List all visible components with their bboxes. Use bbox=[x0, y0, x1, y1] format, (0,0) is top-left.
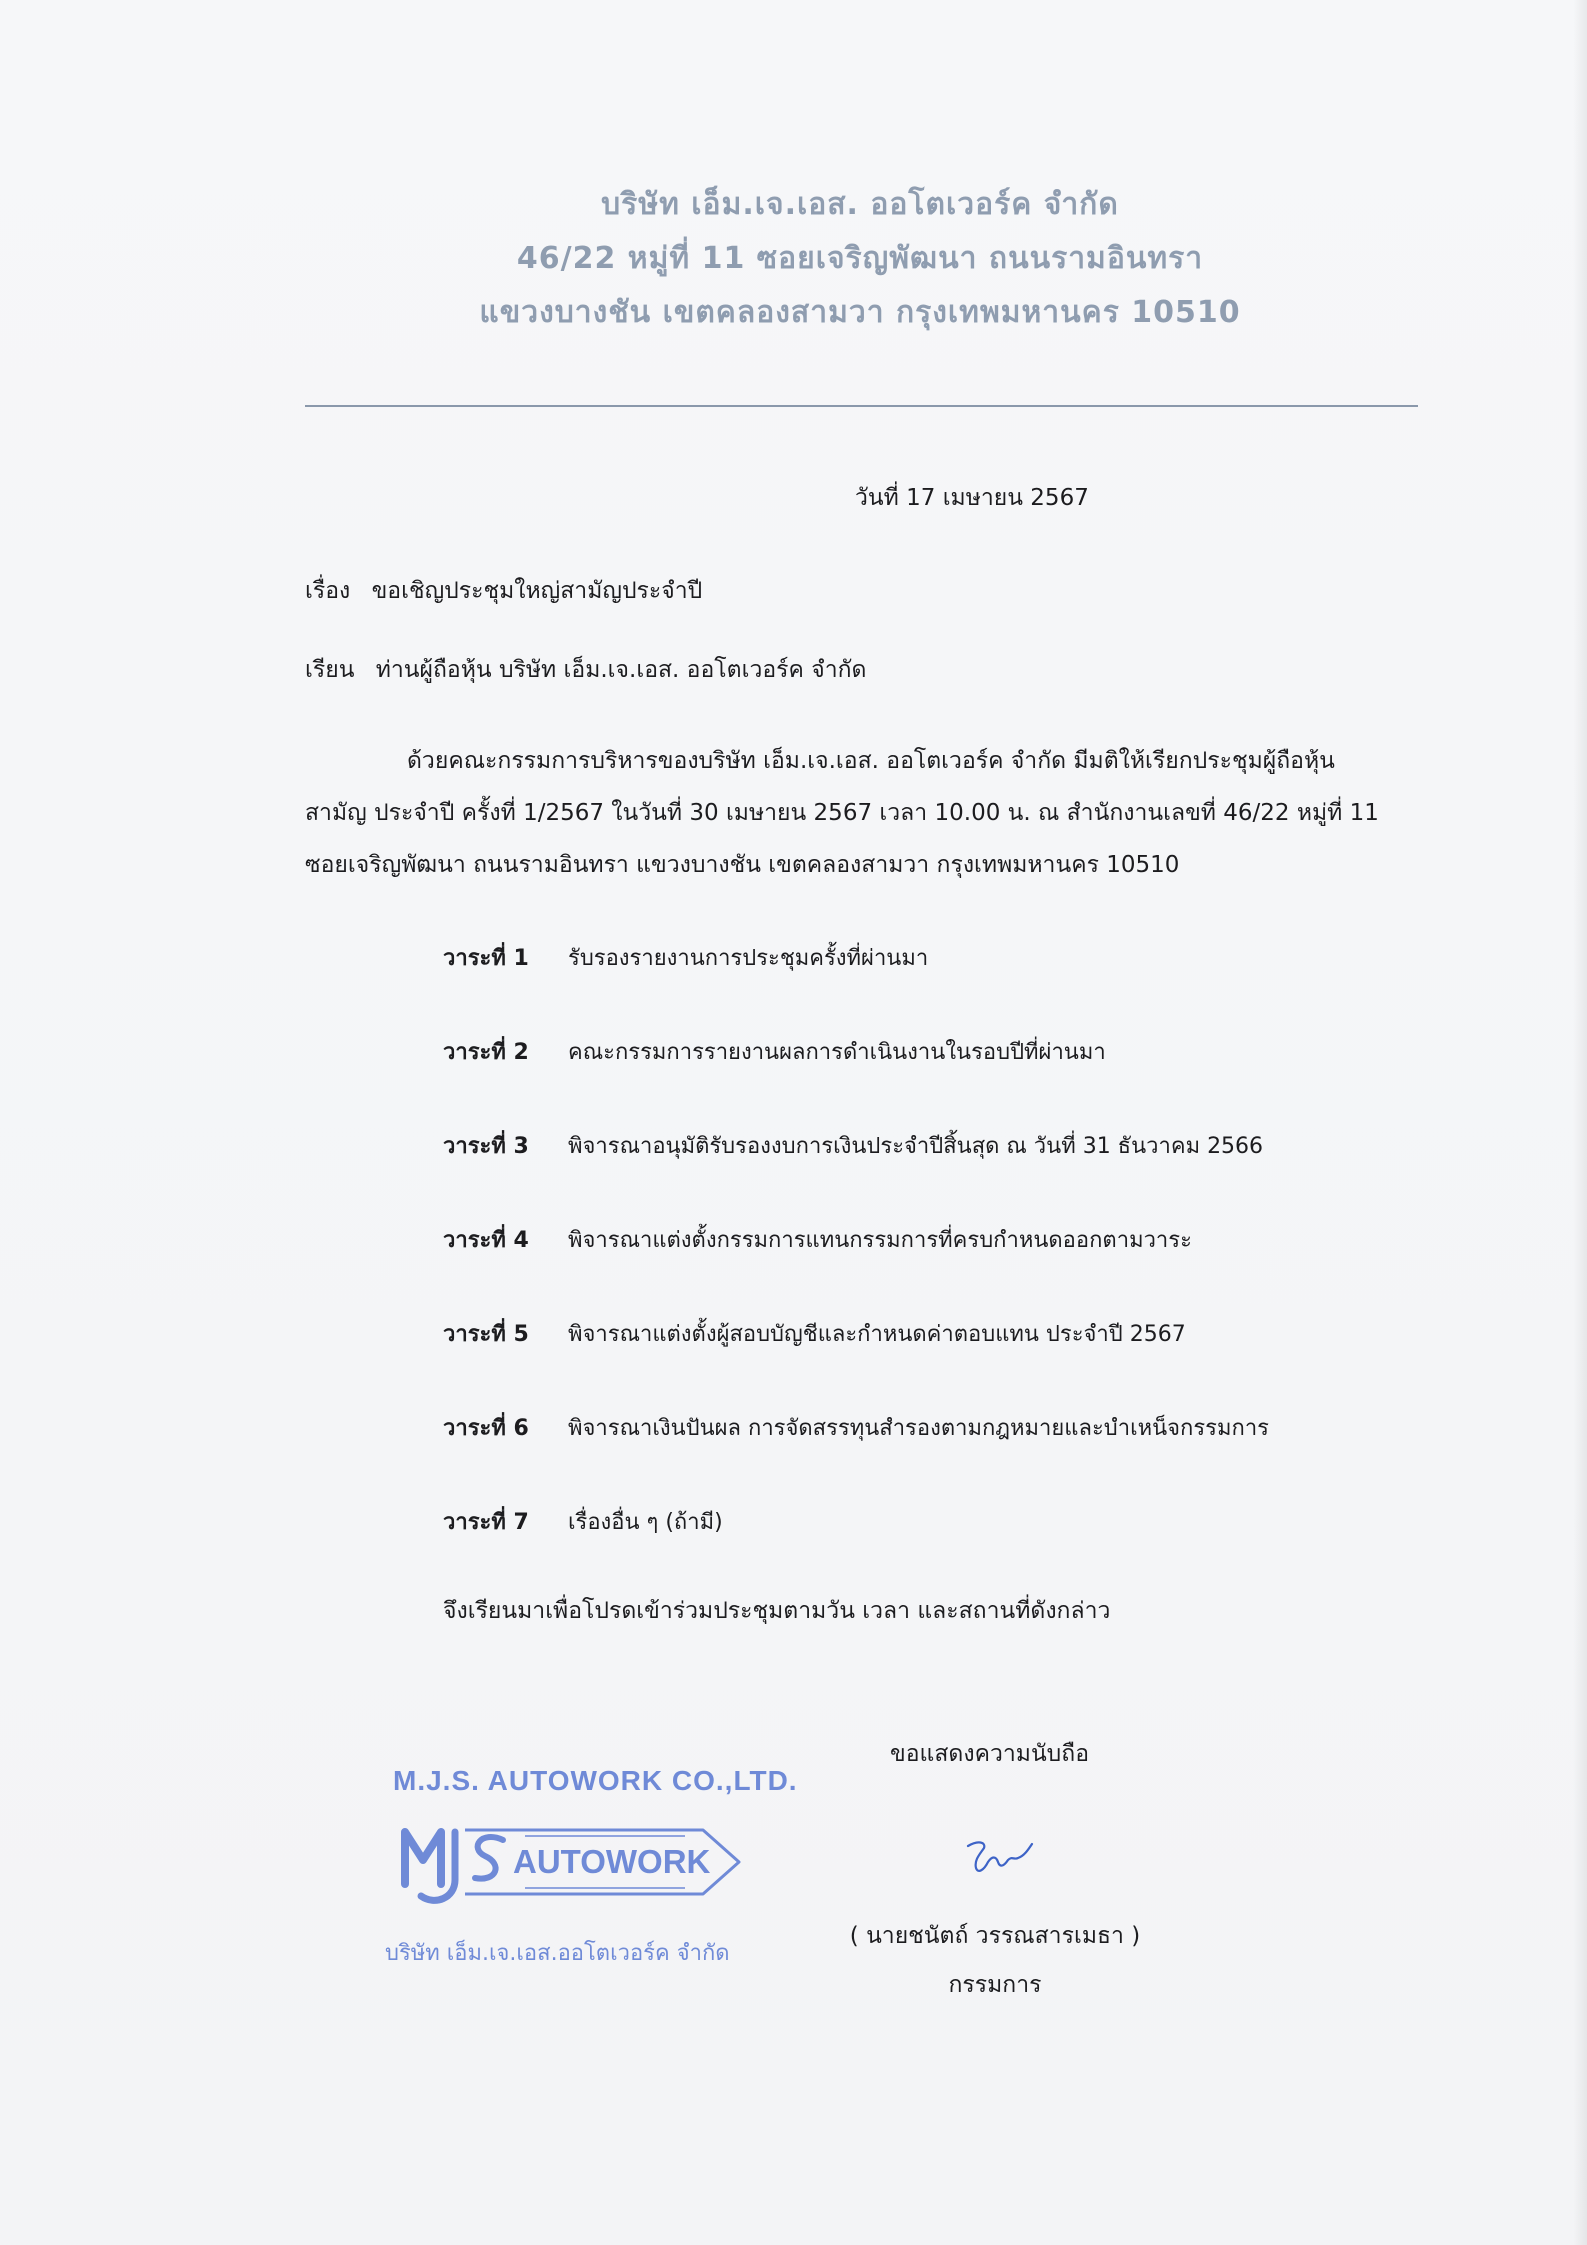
agenda-label: วาระที่ 3 bbox=[443, 1134, 529, 1159]
svg-text:บริษัท เอ็ม.เจ.เอส.ออโตเวอร์ค: บริษัท เอ็ม.เจ.เอส.ออโตเวอร์ค จำกัด bbox=[385, 1941, 730, 1966]
svg-text:M.J.S. AUTOWORK CO.,LTD.: M.J.S. AUTOWORK CO.,LTD. bbox=[393, 1765, 798, 1796]
agenda-text: พิจารณาเงินปันผล การจัดสรรทุนสำรองตามกฎหมายและบำเหน็จกรรมการ bbox=[568, 1416, 1269, 1441]
agenda-text: พิจารณาอนุมัติรับรองงบการเงินประจำปีสิ้นสุด ณ วันที่ 31 ธันวาคม 2566 bbox=[568, 1134, 1264, 1159]
agenda-label: วาระที่ 2 bbox=[443, 1040, 529, 1065]
signer-title: กรรมการ bbox=[948, 1972, 1042, 1998]
agenda-text: พิจารณาแต่งตั้งผู้สอบบัญชีและกำหนดค่าตอบแทน ประจำปี 2567 bbox=[568, 1322, 1186, 1347]
agenda-text: เรื่องอื่น ๆ (ถ้ามี) bbox=[568, 1510, 723, 1535]
body-line-1: ด้วยคณะกรรมการบริหารของบริษัท เอ็ม.เจ.เอส. ออโตเวอร์ค จำกัด มีมติให้เรียกประชุมผู้ถือหุ้น bbox=[407, 748, 1335, 774]
subject-label: เรื่อง bbox=[305, 578, 351, 604]
agenda-item bbox=[443, 1222, 1192, 1257]
agenda-label: วาระที่ 7 bbox=[443, 1510, 529, 1535]
agenda-item bbox=[443, 1410, 1269, 1445]
address-line-2: แขวงบางชัน เขตคลองสามวา กรุงเทพมหานคร 10510 bbox=[479, 295, 1241, 330]
subject-line bbox=[305, 573, 702, 609]
body-line-2: สามัญ ประจำปี ครั้งที่ 1/2567 ในวันที่ 30 เมษายน 2567 เวลา 10.00 น. ณ สำนักงานเลขที่ 46/22 หมู่ที่ 11 bbox=[305, 800, 1379, 826]
agenda-text: คณะกรรมการรายงานผลการดำเนินงานในรอบปีที่ผ่านมา bbox=[568, 1040, 1106, 1065]
svg-text:AUTOWORK: AUTOWORK bbox=[513, 1843, 711, 1880]
date-line: วันที่ 17 เมษายน 2567 bbox=[855, 485, 1089, 511]
handwritten-signature bbox=[960, 1830, 1040, 1880]
signer-name: ( นายชนัตถ์ วรรณสารเมธา ) bbox=[849, 1923, 1141, 1949]
agenda-label: วาระที่ 6 bbox=[443, 1416, 529, 1441]
letterhead bbox=[360, 187, 1360, 352]
sign-off: ขอแสดงความนับถือ bbox=[890, 1741, 1090, 1767]
agenda-item bbox=[443, 1034, 1106, 1069]
agenda-text: พิจารณาแต่งตั้งกรรมการแทนกรรมการที่ครบกำหนดออกตามวาระ bbox=[568, 1228, 1192, 1253]
company-name: บริษัท เอ็ม.เจ.เอส. ออโตเวอร์ค จำกัด bbox=[601, 187, 1119, 222]
agenda-label: วาระที่ 4 bbox=[443, 1228, 529, 1253]
recipient-label: เรียน bbox=[305, 657, 355, 683]
address-line-1: 46/22 หมู่ที่ 11 ซอยเจริญพัฒนา ถนนรามอินทรา bbox=[516, 241, 1204, 276]
recipient-line bbox=[305, 652, 866, 688]
subject-text: ขอเชิญประชุมใหญ่สามัญประจำปี bbox=[371, 578, 703, 604]
agenda-label: วาระที่ 1 bbox=[443, 946, 529, 971]
body-line-3: ซอยเจริญพัฒนา ถนนรามอินทรา แขวงบางชัน เขตคลองสามวา กรุงเทพมหานคร 10510 bbox=[305, 852, 1180, 878]
closing-text: จึงเรียนมาเพื่อโปรดเข้าร่วมประชุมตามวัน เวลา และสถานที่ดังกล่าว bbox=[443, 1598, 1111, 1624]
agenda-label: วาระที่ 5 bbox=[443, 1322, 529, 1347]
agenda-item bbox=[443, 1316, 1186, 1351]
agenda-item bbox=[443, 940, 928, 975]
agenda-item bbox=[443, 1504, 723, 1539]
letterhead-divider bbox=[305, 405, 1418, 407]
page-edge-shadow bbox=[1573, 0, 1587, 2245]
agenda-text: รับรองรายงานการประชุมครั้งที่ผ่านมา bbox=[568, 946, 929, 971]
agenda-item bbox=[443, 1128, 1263, 1163]
company-stamp bbox=[385, 1760, 805, 1975]
body-paragraph bbox=[305, 735, 1415, 891]
recipient-text: ท่านผู้ถือหุ้น บริษัท เอ็ม.เจ.เอส. ออโตเวอร์ค จำกัด bbox=[375, 657, 867, 683]
